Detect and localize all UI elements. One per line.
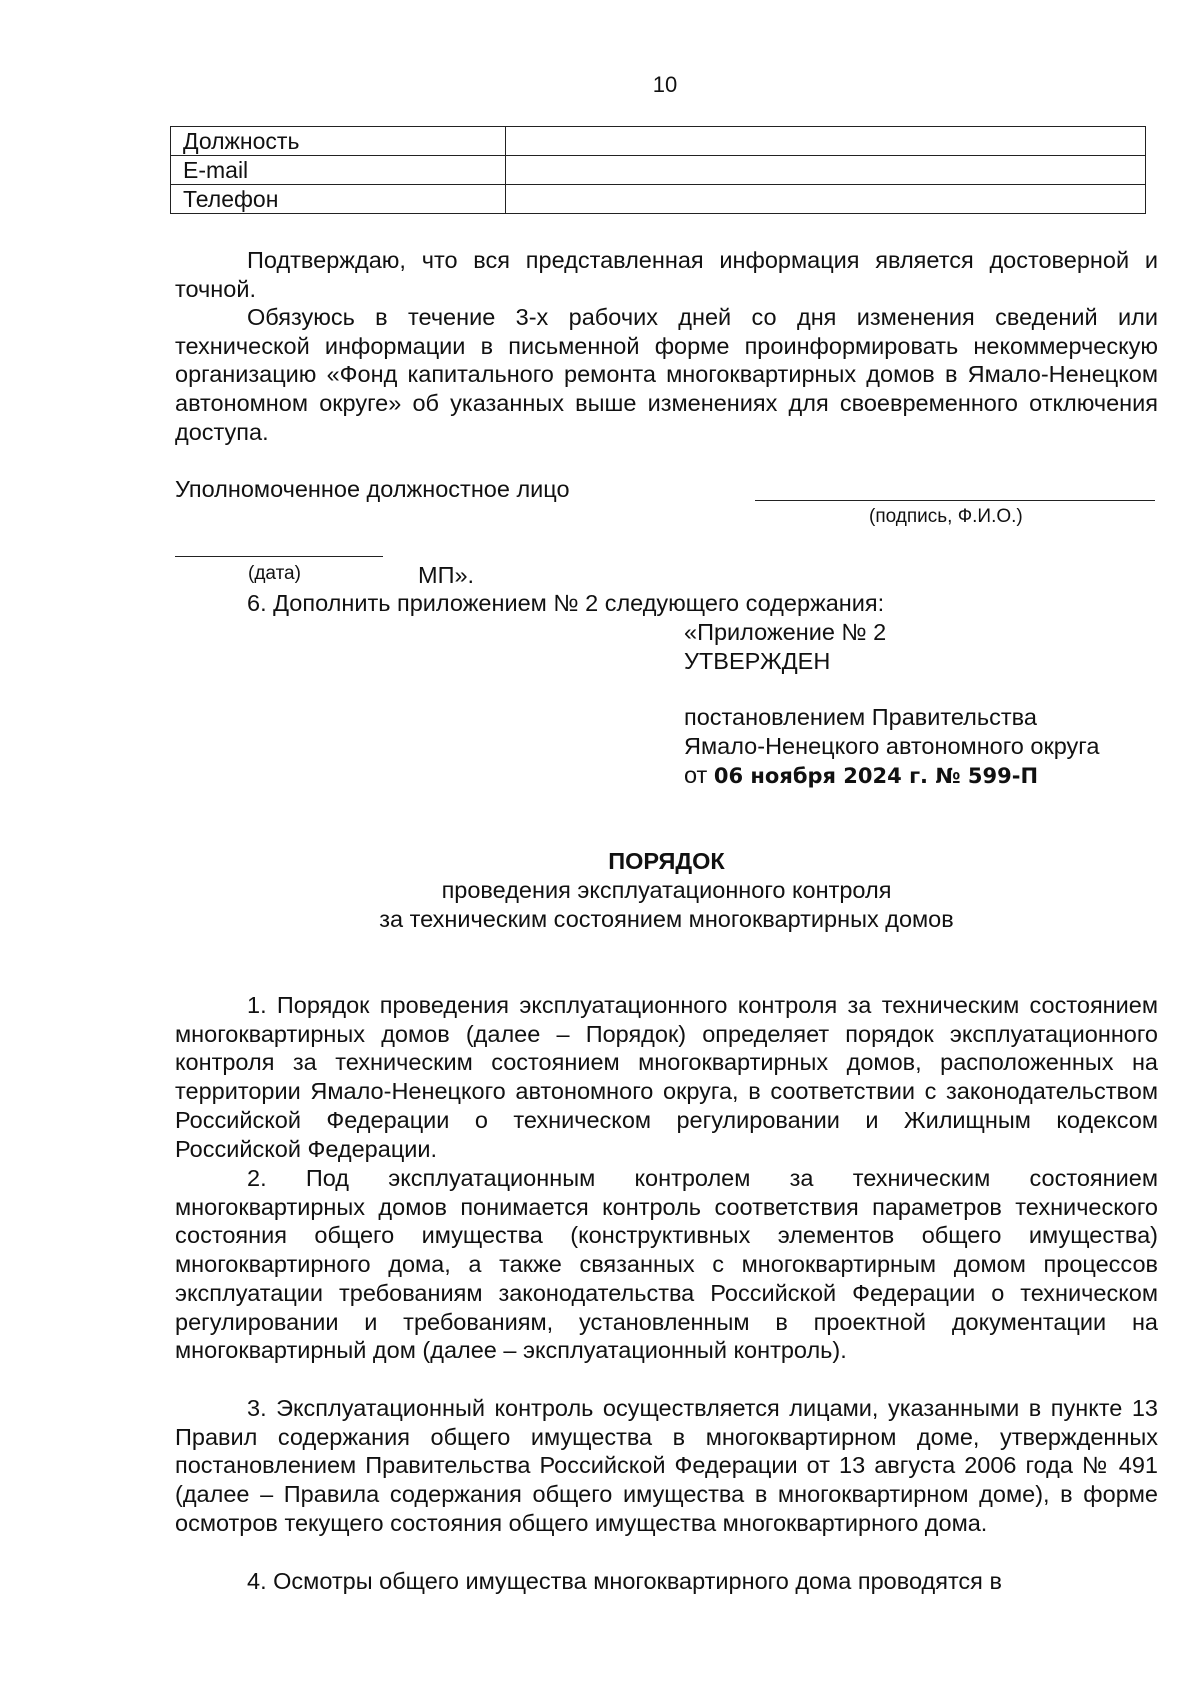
appendix-government: Ямало-Ненецкого автономного округа xyxy=(684,733,1100,759)
document-subtitle-1: проведения эксплуатационного контроля xyxy=(441,877,892,903)
table-row xyxy=(171,156,1146,185)
appendix-title: «Приложение № 2 xyxy=(684,619,887,645)
obligation-paragraph: Обязуюсь в течение 3-х рабочих дней со дня изменения сведений или технической информации в письменной форме проинформировать некоммерческую организацию «Фонд капитального ремонта многоквартирных домов в Ямало-Ненецком автономном округе» об указанных выше изменениях для своевременного отключения доступа. xyxy=(175,304,1158,445)
authorized-person-label: Уполномоченное должностное лицо xyxy=(175,476,570,502)
document-subtitle-2: за техническим состоянием многоквартирных домов xyxy=(379,906,954,932)
appendix-resolution: постановлением Правительства xyxy=(684,704,1037,730)
resolution-date-number: 06 ноября 2024 г. № 599-П xyxy=(713,764,1039,788)
table-value xyxy=(506,127,1146,156)
paragraph-2: 2. Под эксплуатационным контролем за техническим состоянием многоквартирных домов понимается контроль соответствия параметров технического состояния общего имущества (конструктивных элементов общего имущества) многоквартирного дома, а также связанных с многоквартирным домом процессов эксплуатации требованиям законодательства Российской Федерации о техническом регулировании и требованиям, установленным в проектной документации на многоквартирный дом (далее – эксплуатационный контроль). xyxy=(175,1165,1158,1364)
stamp-mark: МП». xyxy=(418,562,475,588)
appendix-date xyxy=(684,761,1038,791)
date-caption: (дата) xyxy=(248,563,301,584)
table-label: Телефон xyxy=(171,185,506,214)
signature-line xyxy=(755,500,1155,501)
page-number: 10 xyxy=(652,72,678,97)
appendix-approved: УТВЕРЖДЕН xyxy=(684,648,831,674)
table-value xyxy=(506,156,1146,185)
table-row xyxy=(171,185,1146,214)
date-line xyxy=(175,556,383,557)
confirm-paragraph: Подтверждаю, что вся представленная информация является достоверной и точной. xyxy=(175,247,1158,302)
paragraph-4: 4. Осмотры общего имущества многоквартирного дома проводятся в xyxy=(247,1568,1002,1594)
contact-table xyxy=(170,126,1146,214)
item-6: 6. Дополнить приложением № 2 следующего содержания: xyxy=(247,590,885,616)
table-label: E-mail xyxy=(171,156,506,185)
table-row xyxy=(171,127,1146,156)
paragraph-3: 3. Эксплуатационный контроль осуществляется лицами, указанными в пункте 13 Правил содержания общего имущества в многоквартирном доме, утвержденных постановлением Правительства Российской Федерации от 13 августа 2006 года № 491 (далее – Правила содержания общего имущества в многоквартирном доме), в форме осмотров текущего состояния общего имущества многоквартирного дома. xyxy=(175,1395,1158,1536)
document-title: ПОРЯДОК xyxy=(608,848,725,874)
paragraph-1: 1. Порядок проведения эксплуатационного контроля за техническим состоянием многоквартирных домов (далее – Порядок) определяет порядок эксплуатационного контроля за техническим состоянием многоквартирных домов, расположенных на территории Ямало-Ненецкого автономного округа, в соответствии с законодательством Российской Федерации о техническом регулировании и Жилищным кодексом Российской Федерации. xyxy=(175,992,1158,1162)
date-prefix: от xyxy=(684,762,708,788)
signature-caption: (подпись, Ф.И.О.) xyxy=(869,506,1023,527)
table-value xyxy=(506,185,1146,214)
table-label: Должность xyxy=(171,127,506,156)
